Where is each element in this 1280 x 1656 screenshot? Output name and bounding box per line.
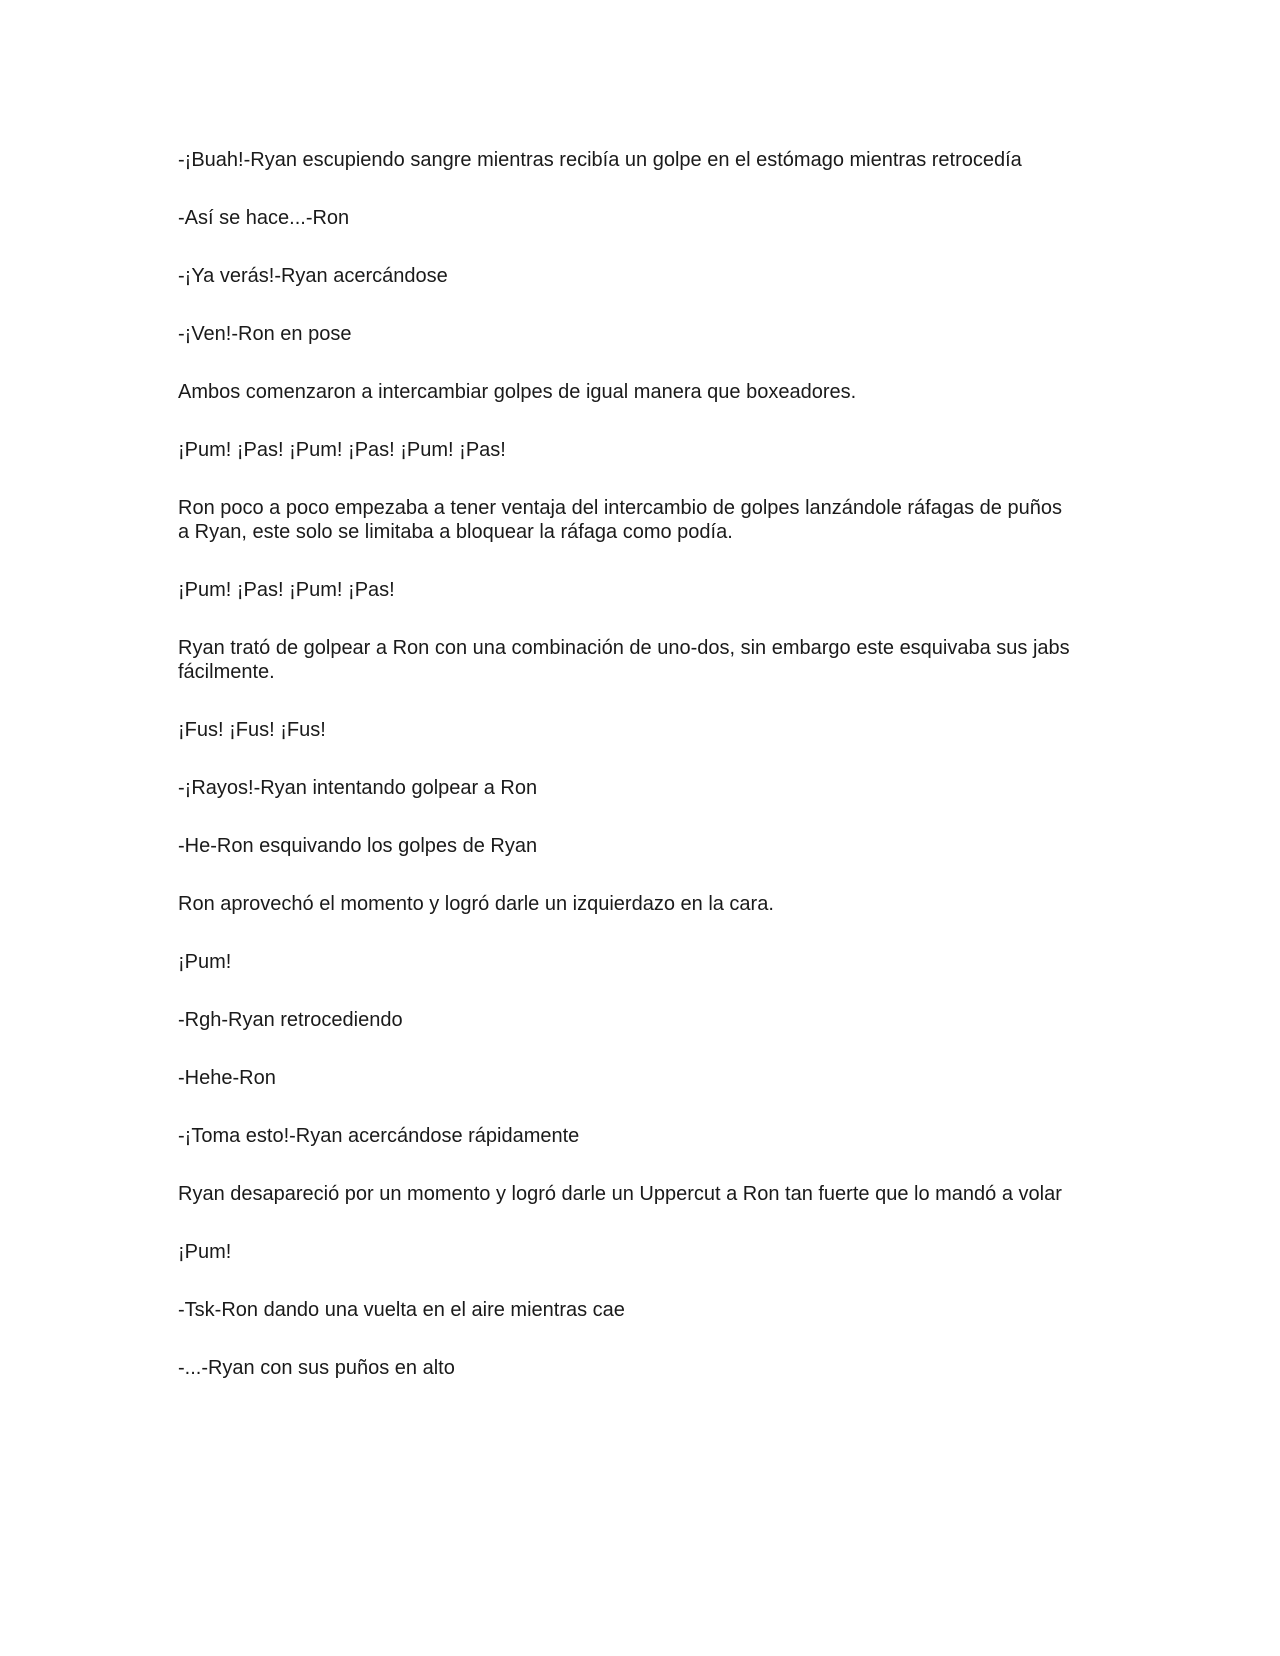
paragraph: -Tsk-Ron dando una vuelta en el aire mientras cae <box>178 1299 625 1321</box>
paragraph: ¡Fus! ¡Fus! ¡Fus! <box>178 719 326 741</box>
paragraph: Ron poco a poco empezaba a tener ventaja del intercambio de golpes lanzándole ráfagas de puños a Ryan, este solo se limitaba a bloquear la ráfaga como podía. <box>178 497 1062 543</box>
paragraph: -¡Buah!-Ryan escupiendo sangre mientras recibía un golpe en el estómago mientras retrocedía <box>178 149 1022 171</box>
paragraph: -Así se hace...-Ron <box>178 207 350 229</box>
paragraph: ¡Pum! ¡Pas! ¡Pum! ¡Pas! ¡Pum! ¡Pas! <box>178 439 506 461</box>
paragraph: -¡Ya verás!-Ryan acercándose <box>178 265 448 287</box>
paragraph: -...-Ryan con sus puños en alto <box>178 1357 455 1379</box>
document-body <box>178 148 1078 1414</box>
paragraph: -He-Ron esquivando los golpes de Ryan <box>178 835 538 857</box>
paragraph: ¡Pum! <box>178 1241 232 1263</box>
paragraph: Ryan desapareció por un momento y logró darle un Uppercut a Ron tan fuerte que lo mandó a volar <box>178 1183 1062 1205</box>
paragraph: Ron aprovechó el momento y logró darle un izquierdazo en la cara. <box>178 893 774 915</box>
paragraph: Ambos comenzaron a intercambiar golpes de igual manera que boxeadores. <box>178 381 857 403</box>
paragraph: -¡Ven!-Ron en pose <box>178 323 352 345</box>
paragraph: -Rgh-Ryan retrocediendo <box>178 1009 403 1031</box>
paragraph: -¡Toma esto!-Ryan acercándose rápidamente <box>178 1125 580 1147</box>
paragraph: Ryan trató de golpear a Ron con una combinación de uno-dos, sin embargo este esquivaba sus jabs fácilmente. <box>178 637 1070 683</box>
paragraph: ¡Pum! ¡Pas! ¡Pum! ¡Pas! <box>178 579 395 601</box>
paragraph: ¡Pum! <box>178 951 232 973</box>
paragraph: -Hehe-Ron <box>178 1067 276 1089</box>
paragraph: -¡Rayos!-Ryan intentando golpear a Ron <box>178 777 538 799</box>
